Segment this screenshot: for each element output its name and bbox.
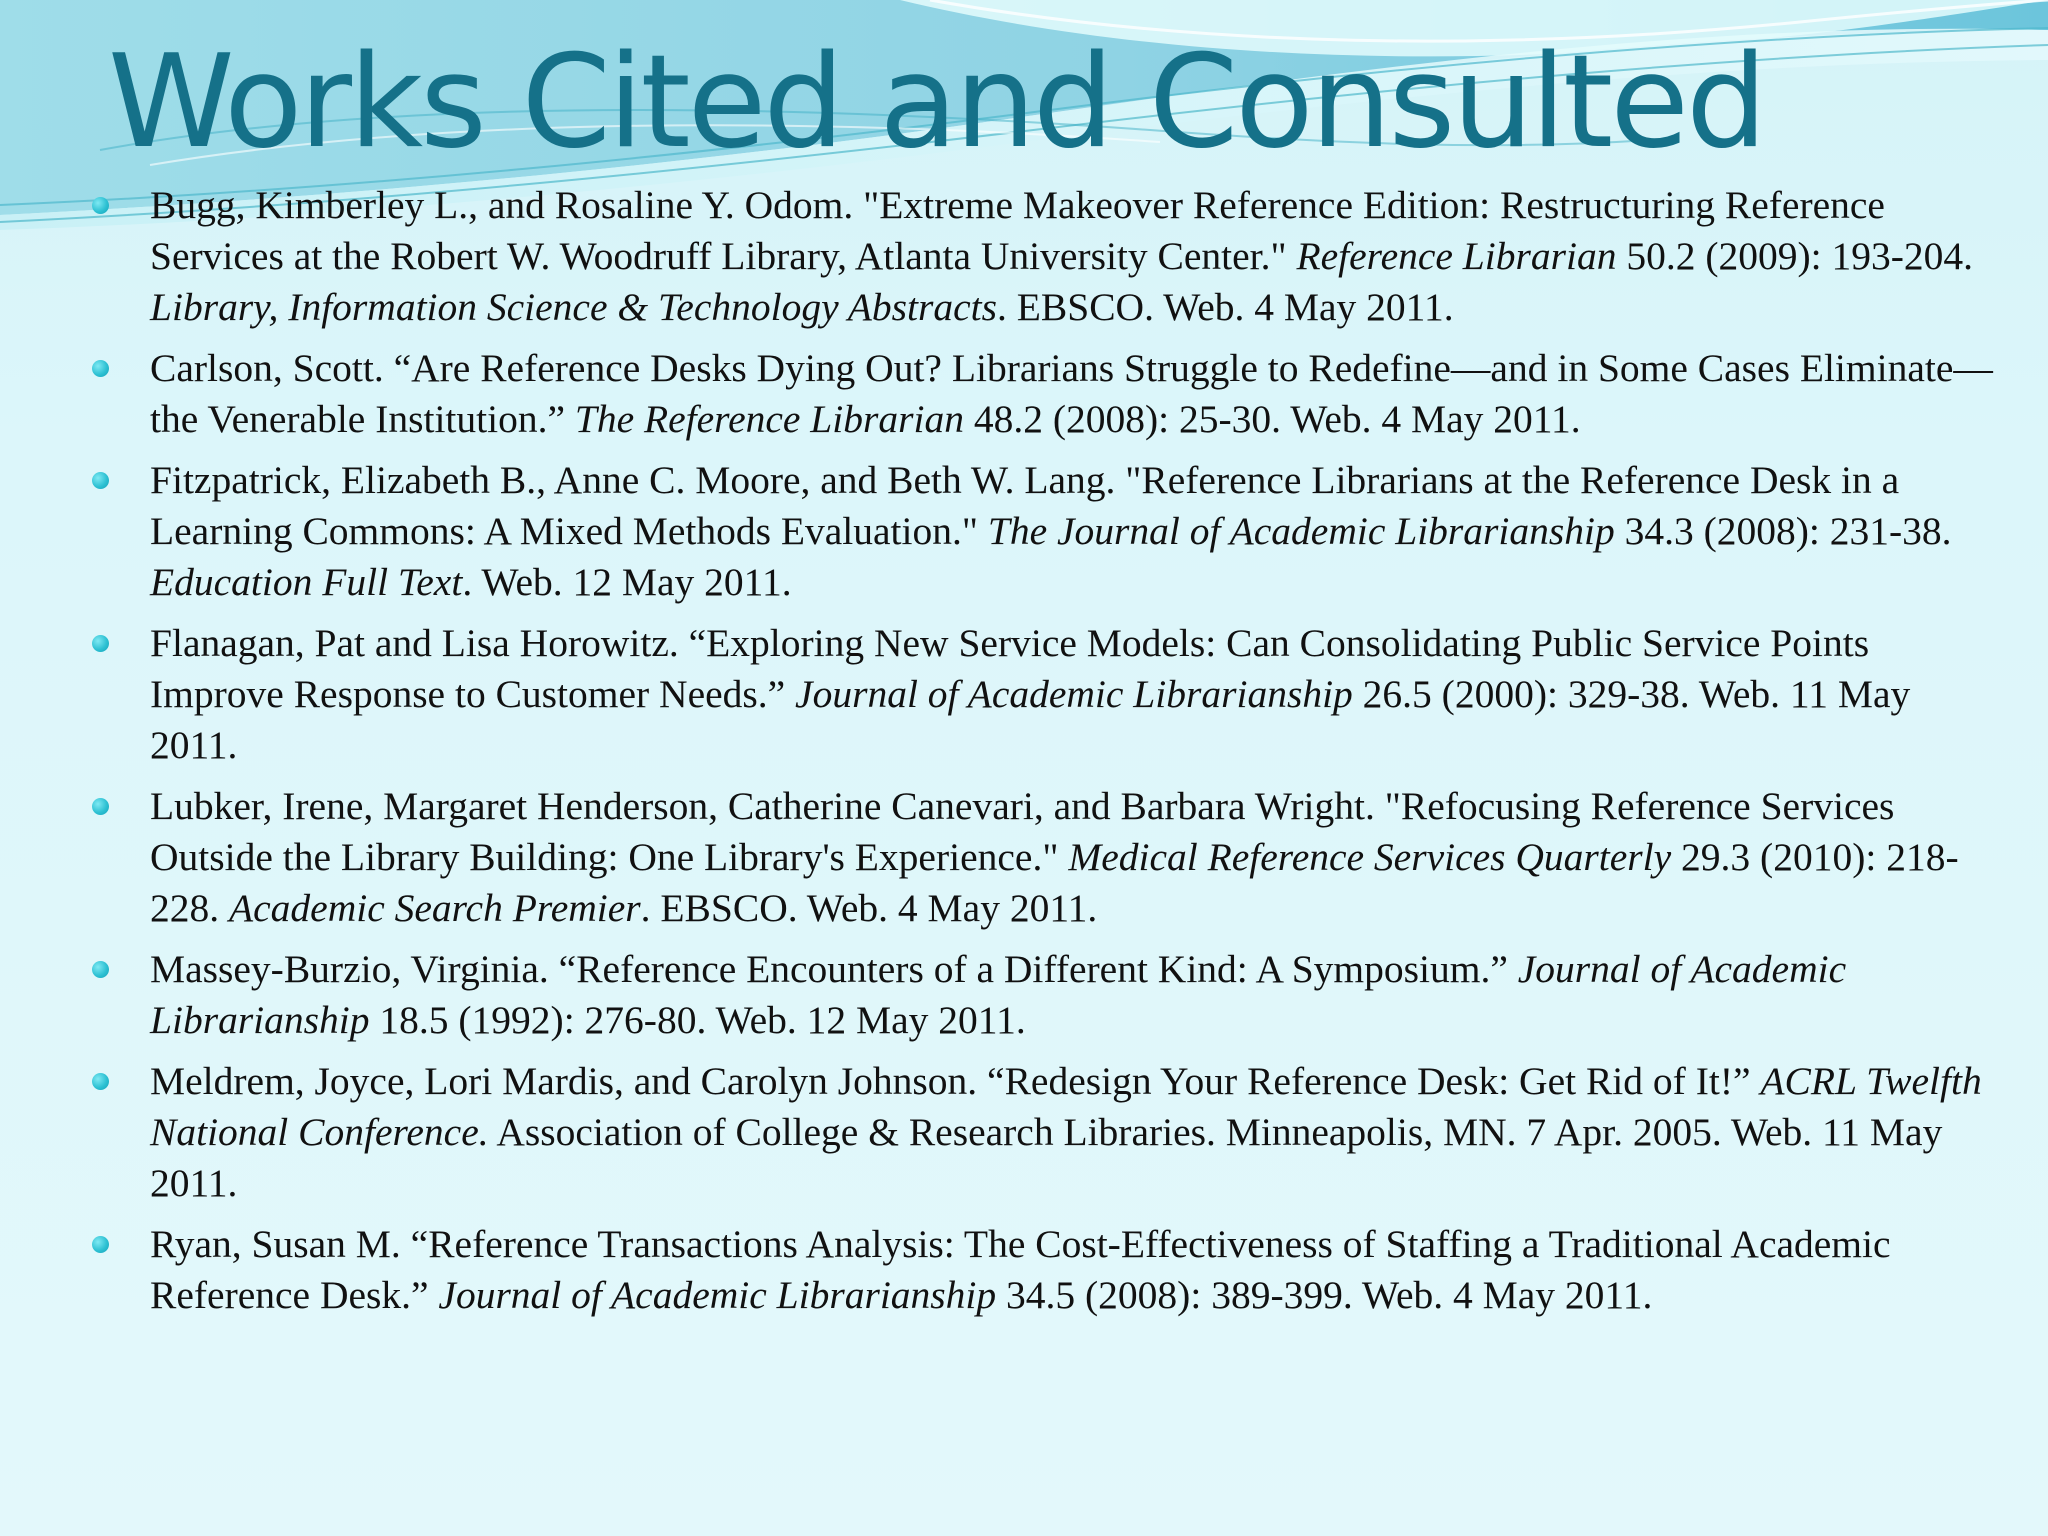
reference-source-title: ACRL Twelfth National Conference. <box>150 1059 1982 1154</box>
reference-list <box>92 180 2002 1331</box>
reference-text: Flanagan, Pat and Lisa Horowitz. “Exploring New Service Models: Can Consolidating Public Service Points Improve Response to Customer Needs.” <box>150 621 1870 716</box>
reference-database: Education Full Text <box>150 560 463 604</box>
bullet-icon <box>92 1073 109 1090</box>
reference-source-title: Reference Librarian <box>1296 234 1617 278</box>
reference-database: Library, Information Science & Technology Abstracts <box>150 285 998 329</box>
bullet-icon <box>92 798 109 815</box>
reference-item <box>92 781 2002 934</box>
reference-text: 48.2 (2008): 25-30. Web. 4 May 2011. <box>963 397 1581 441</box>
reference-text: Bugg, Kimberley L., and Rosaline Y. Odom. "Extreme Makeover Reference Edition: Restructuring Reference Services at the Robert W. Woodruff Library, Atlanta University Center." <box>150 183 1885 278</box>
reference-text: . EBSCO. Web. 4 May 2011. <box>997 285 1454 329</box>
reference-database: Academic Search Premier <box>229 886 641 930</box>
bullet-icon <box>92 472 109 489</box>
reference-source-title: Medical Reference Services Quarterly <box>1068 835 1672 879</box>
reference-text: 34.3 (2008): 231-38. <box>1614 509 1952 553</box>
reference-text: Meldrem, Joyce, Lori Mardis, and Carolyn Johnson. “Redesign Your Reference Desk: Get Rid of It!” <box>150 1059 1761 1103</box>
reference-source-title: Journal of Academic Librarianship <box>795 672 1353 716</box>
reference-text: Massey-Burzio, Virginia. “Reference Encounters of a Different Kind: A Symposium.” <box>150 947 1518 991</box>
reference-item <box>92 618 2002 771</box>
reference-source-title: The Reference Librarian <box>574 397 964 441</box>
reference-item <box>92 180 2002 333</box>
reference-item <box>92 455 2002 608</box>
reference-text: 34.5 (2008): 389-399. Web. 4 May 2011. <box>996 1273 1653 1317</box>
reference-source-title: Journal of Academic Librarianship <box>150 947 1847 1042</box>
page-title: Works Cited and Consulted <box>108 28 1765 177</box>
reference-item <box>92 1219 2002 1321</box>
reference-text: 18.5 (1992): 276-80. Web. 12 May 2011. <box>369 998 1026 1042</box>
reference-text: 50.2 (2009): 193-204. <box>1616 234 1974 278</box>
reference-text: Ryan, Susan M. “Reference Transactions Analysis: The Cost-Effectiveness of Staffing a Traditional Academic Reference Desk.” <box>150 1222 1891 1317</box>
bullet-icon <box>92 197 109 214</box>
reference-item <box>92 1056 2002 1209</box>
reference-text: . EBSCO. Web. 4 May 2011. <box>640 886 1098 930</box>
bullet-icon <box>92 635 109 652</box>
reference-text: Carlson, Scott. “Are Reference Desks Dying Out? Librarians Struggle to Redefine—and in Some Cases Eliminate—the Venerable Institution.” <box>150 346 1993 441</box>
reference-text: 29.3 (2010): 218-228. <box>150 835 1959 930</box>
reference-text: Association of College & Research Libraries. Minneapolis, MN. 7 Apr. 2005. Web. 11 May 2011. <box>150 1110 1943 1205</box>
reference-item <box>92 343 2002 445</box>
bullet-icon <box>92 1236 109 1253</box>
reference-text: 26.5 (2000): 329-38. Web. 11 May 2011. <box>150 672 1911 767</box>
reference-text: Lubker, Irene, Margaret Henderson, Catherine Canevari, and Barbara Wright. "Refocusing Reference Services Outside the Library Building: One Library's Experience." <box>150 784 1895 879</box>
reference-text: Fitzpatrick, Elizabeth B., Anne C. Moore, and Beth W. Lang. "Reference Librarians at the Reference Desk in a Learning Commons: A Mixed Methods Evaluation." <box>150 458 1900 553</box>
bullet-icon <box>92 961 109 978</box>
bullet-icon <box>92 360 109 377</box>
reference-item <box>92 944 2002 1046</box>
reference-source-title: The Journal of Academic Librarianship <box>987 509 1615 553</box>
reference-text: . Web. 12 May 2011. <box>462 560 792 604</box>
reference-source-title: Journal of Academic Librarianship <box>438 1273 997 1317</box>
